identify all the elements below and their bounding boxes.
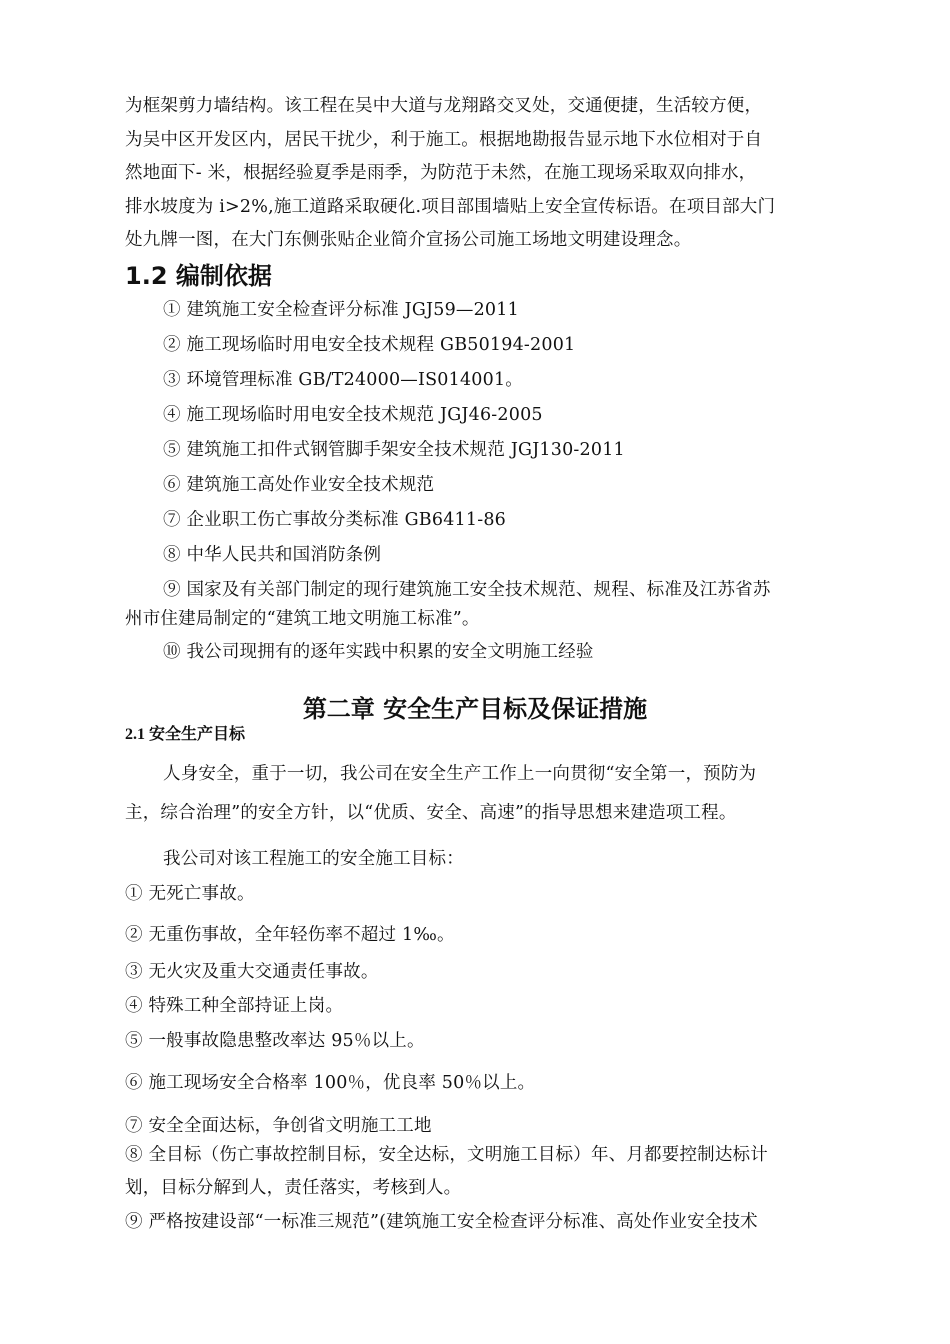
- safety-para-line-1: 人身安全，重于一切，我公司在安全生产工作上一向贯彻“安全第一，预防为: [163, 764, 757, 784]
- basis-item-2: ② 施工现场临时用电安全技术规程 GB50194-2001: [163, 335, 576, 355]
- goal-item-2: ② 无重伤事故，全年轻伤率不超过 1‰。: [125, 925, 455, 945]
- goal-item-7: ⑦ 安全全面达标，争创省文明施工工地: [125, 1116, 432, 1136]
- goal-item-6: ⑥ 施工现场安全合格率 100％，优良率 50％以上。: [125, 1073, 536, 1093]
- goal-item-8-cont: 划，目标分解到人，责任落实，考核到人。: [125, 1178, 462, 1198]
- basis-item-9-cont: 州市住建局制定的“建筑工地文明施工标准”。: [125, 609, 480, 629]
- goal-item-3: ③ 无火灾及重大交通责任事故。: [125, 962, 379, 982]
- intro-line-3: 然地面下- 米，根据经验夏季是雨季，为防范于未然，在施工现场采取双向排水，: [125, 163, 757, 183]
- goal-item-4: ④ 特殊工种全部持证上岗。: [125, 996, 344, 1016]
- intro-line-2: 为吴中区开发区内，居民干扰少，利于施工。根据地勘报告显示地下水位相对于自: [125, 130, 763, 150]
- basis-item-4: ④ 施工现场临时用电安全技术规范 JGJ46-2005: [163, 405, 543, 425]
- basis-item-3: ③ 环境管理标准 GB/T24000—IS014001。: [163, 370, 524, 390]
- section-2-1-heading: 2.1 安全生产目标: [125, 726, 246, 743]
- safety-para-line-2: 主，综合治理”的安全方针，以“优质、安全、高速”的指导思想来建造项工程。: [125, 803, 737, 823]
- goals-intro: 我公司对该工程施工的安全施工目标：: [163, 849, 464, 869]
- goal-item-5: ⑤ 一般事故隐患整改率达 95％以上。: [125, 1031, 425, 1051]
- basis-item-10: ⑩ 我公司现拥有的逐年实践中积累的安全文明施工经验: [163, 642, 594, 662]
- goal-item-8: ⑧ 全目标（伤亡事故控制目标，安全达标，文明施工目标）年、月都要控制达标计: [125, 1145, 768, 1165]
- basis-item-1: ① 建筑施工安全检查评分标准 JGJ59—2011: [163, 300, 519, 320]
- intro-line-1: 为框架剪力墙结构。该工程在吴中大道与龙翔路交叉处，交通便捷，生活较方便，: [125, 96, 763, 116]
- basis-item-6: ⑥ 建筑施工高处作业安全技术规范: [163, 475, 435, 495]
- goal-item-9: ⑨ 严格按建设部“一标准三规范”(建筑施工安全检查评分标准、高处作业安全技术: [125, 1212, 758, 1232]
- section-1-2-heading: 1.2 编制依据: [125, 262, 272, 290]
- basis-item-8: ⑧ 中华人民共和国消防条例: [163, 545, 382, 565]
- intro-line-4: 排水坡度为 i>2%,施工道路采取硬化.项目部围墙贴上安全宣传标语。在项目部大门: [125, 197, 776, 217]
- chapter-2-heading: 第二章 安全生产目标及保证措施: [302, 695, 648, 723]
- basis-item-5: ⑤ 建筑施工扣件式钢管脚手架安全技术规范 JGJ130-2011: [163, 440, 625, 460]
- intro-line-5: 处九牌一图，在大门东侧张贴企业简介宣扬公司施工场地文明建设理念。: [125, 230, 692, 250]
- basis-item-7: ⑦ 企业职工伤亡事故分类标准 GB6411-86: [163, 510, 506, 530]
- goal-item-1: ① 无死亡事故。: [125, 884, 255, 904]
- basis-item-9: ⑨ 国家及有关部门制定的现行建筑施工安全技术规范、规程、标准及江苏省苏: [163, 580, 771, 600]
